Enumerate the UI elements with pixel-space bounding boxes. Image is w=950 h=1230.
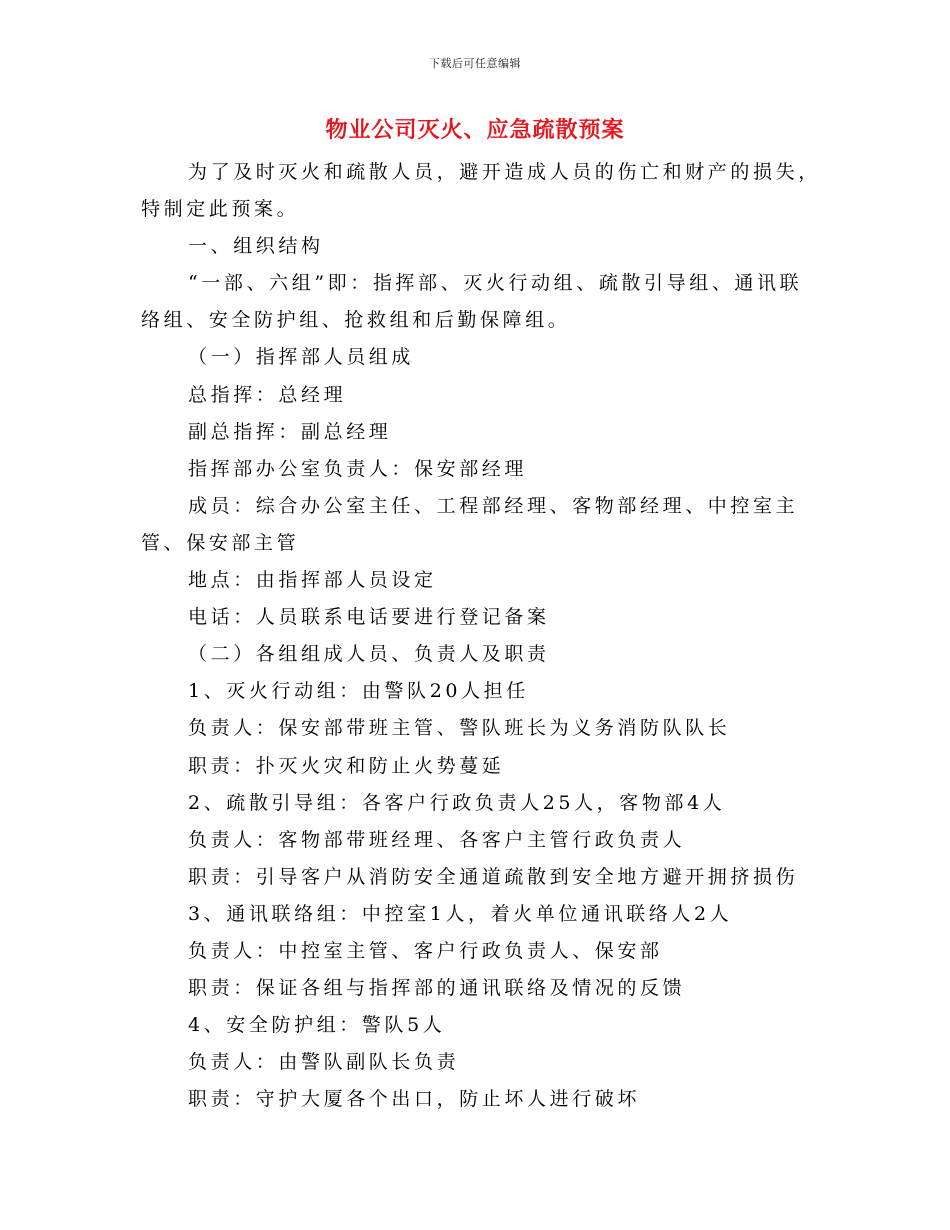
- paragraph-group-3: 3、通讯联络组：中控室1人，着火单位通讯联络人2人: [188, 902, 733, 925]
- document-body: [141, 154, 821, 1118]
- subsection-heading-groups: （二）各组组成人员、负责人及职责: [188, 643, 550, 666]
- paragraph-group-4: 4、安全防护组：警队5人: [188, 1014, 446, 1037]
- paragraph-group-4-lead: 负责人：由警队副队长负责: [188, 1051, 460, 1074]
- paragraph-group-1: 1、灭火行动组：由警队20人担任: [188, 680, 529, 703]
- paragraph-group-2-lead: 负责人：客物部带班经理、各客户主管行政负责人: [188, 828, 686, 851]
- paragraph-group-4-duty: 职责：守护大厦各个出口，防止坏人进行破坏: [188, 1088, 641, 1111]
- section-heading-organization: 一、组织结构: [188, 235, 324, 258]
- paragraph-intro: 为了及时灭火和疏散人员，避开造成人员的伤亡和财产的损失，特制定此预案。: [141, 161, 821, 221]
- paragraph-structure: “一部、六组”即：指挥部、灭火行动组、疏散引导组、通讯联络组、安全防护组、抢救组和后勤保障组。: [141, 272, 803, 332]
- paragraph-phone: 电话：人员联系电话要进行登记备案: [188, 606, 550, 629]
- paragraph-members: 成员：综合办公室主任、工程部经理、客物部经理、中控室主管、保安部主管: [141, 494, 799, 554]
- paragraph-office-head: 指挥部办公室负责人：保安部经理: [188, 457, 528, 480]
- paragraph-group-2-duty: 职责：引导客户从消防安全通道疏散到安全地方避开拥挤损伤: [188, 865, 799, 888]
- paragraph-group-3-lead: 负责人：中控室主管、客户行政负责人、保安部: [188, 939, 663, 962]
- paragraph-deputy-commander: 副总指挥：副总经理: [188, 420, 392, 443]
- paragraph-location: 地点：由指挥部人员设定: [188, 569, 437, 592]
- paragraph-chief-commander: 总指挥：总经理: [188, 383, 347, 406]
- subsection-heading-command: （一）指挥部人员组成: [188, 346, 415, 369]
- paragraph-group-2: 2、疏散引导组：各客户行政负责人25人，客物部4人: [188, 791, 726, 814]
- paragraph-group-1-duty: 职责：扑灭火灾和防止火势蔓延: [188, 754, 505, 777]
- paragraph-group-3-duty: 职责：保证各组与指挥部的通讯联络及情况的反馈: [188, 977, 686, 1000]
- header-note: 下载后可任意编辑: [429, 57, 521, 70]
- document-title: 物业公司灭火、应急疏散预案: [325, 118, 625, 143]
- paragraph-group-1-lead: 负责人：保安部带班主管、警队班长为义务消防队队长: [188, 717, 731, 740]
